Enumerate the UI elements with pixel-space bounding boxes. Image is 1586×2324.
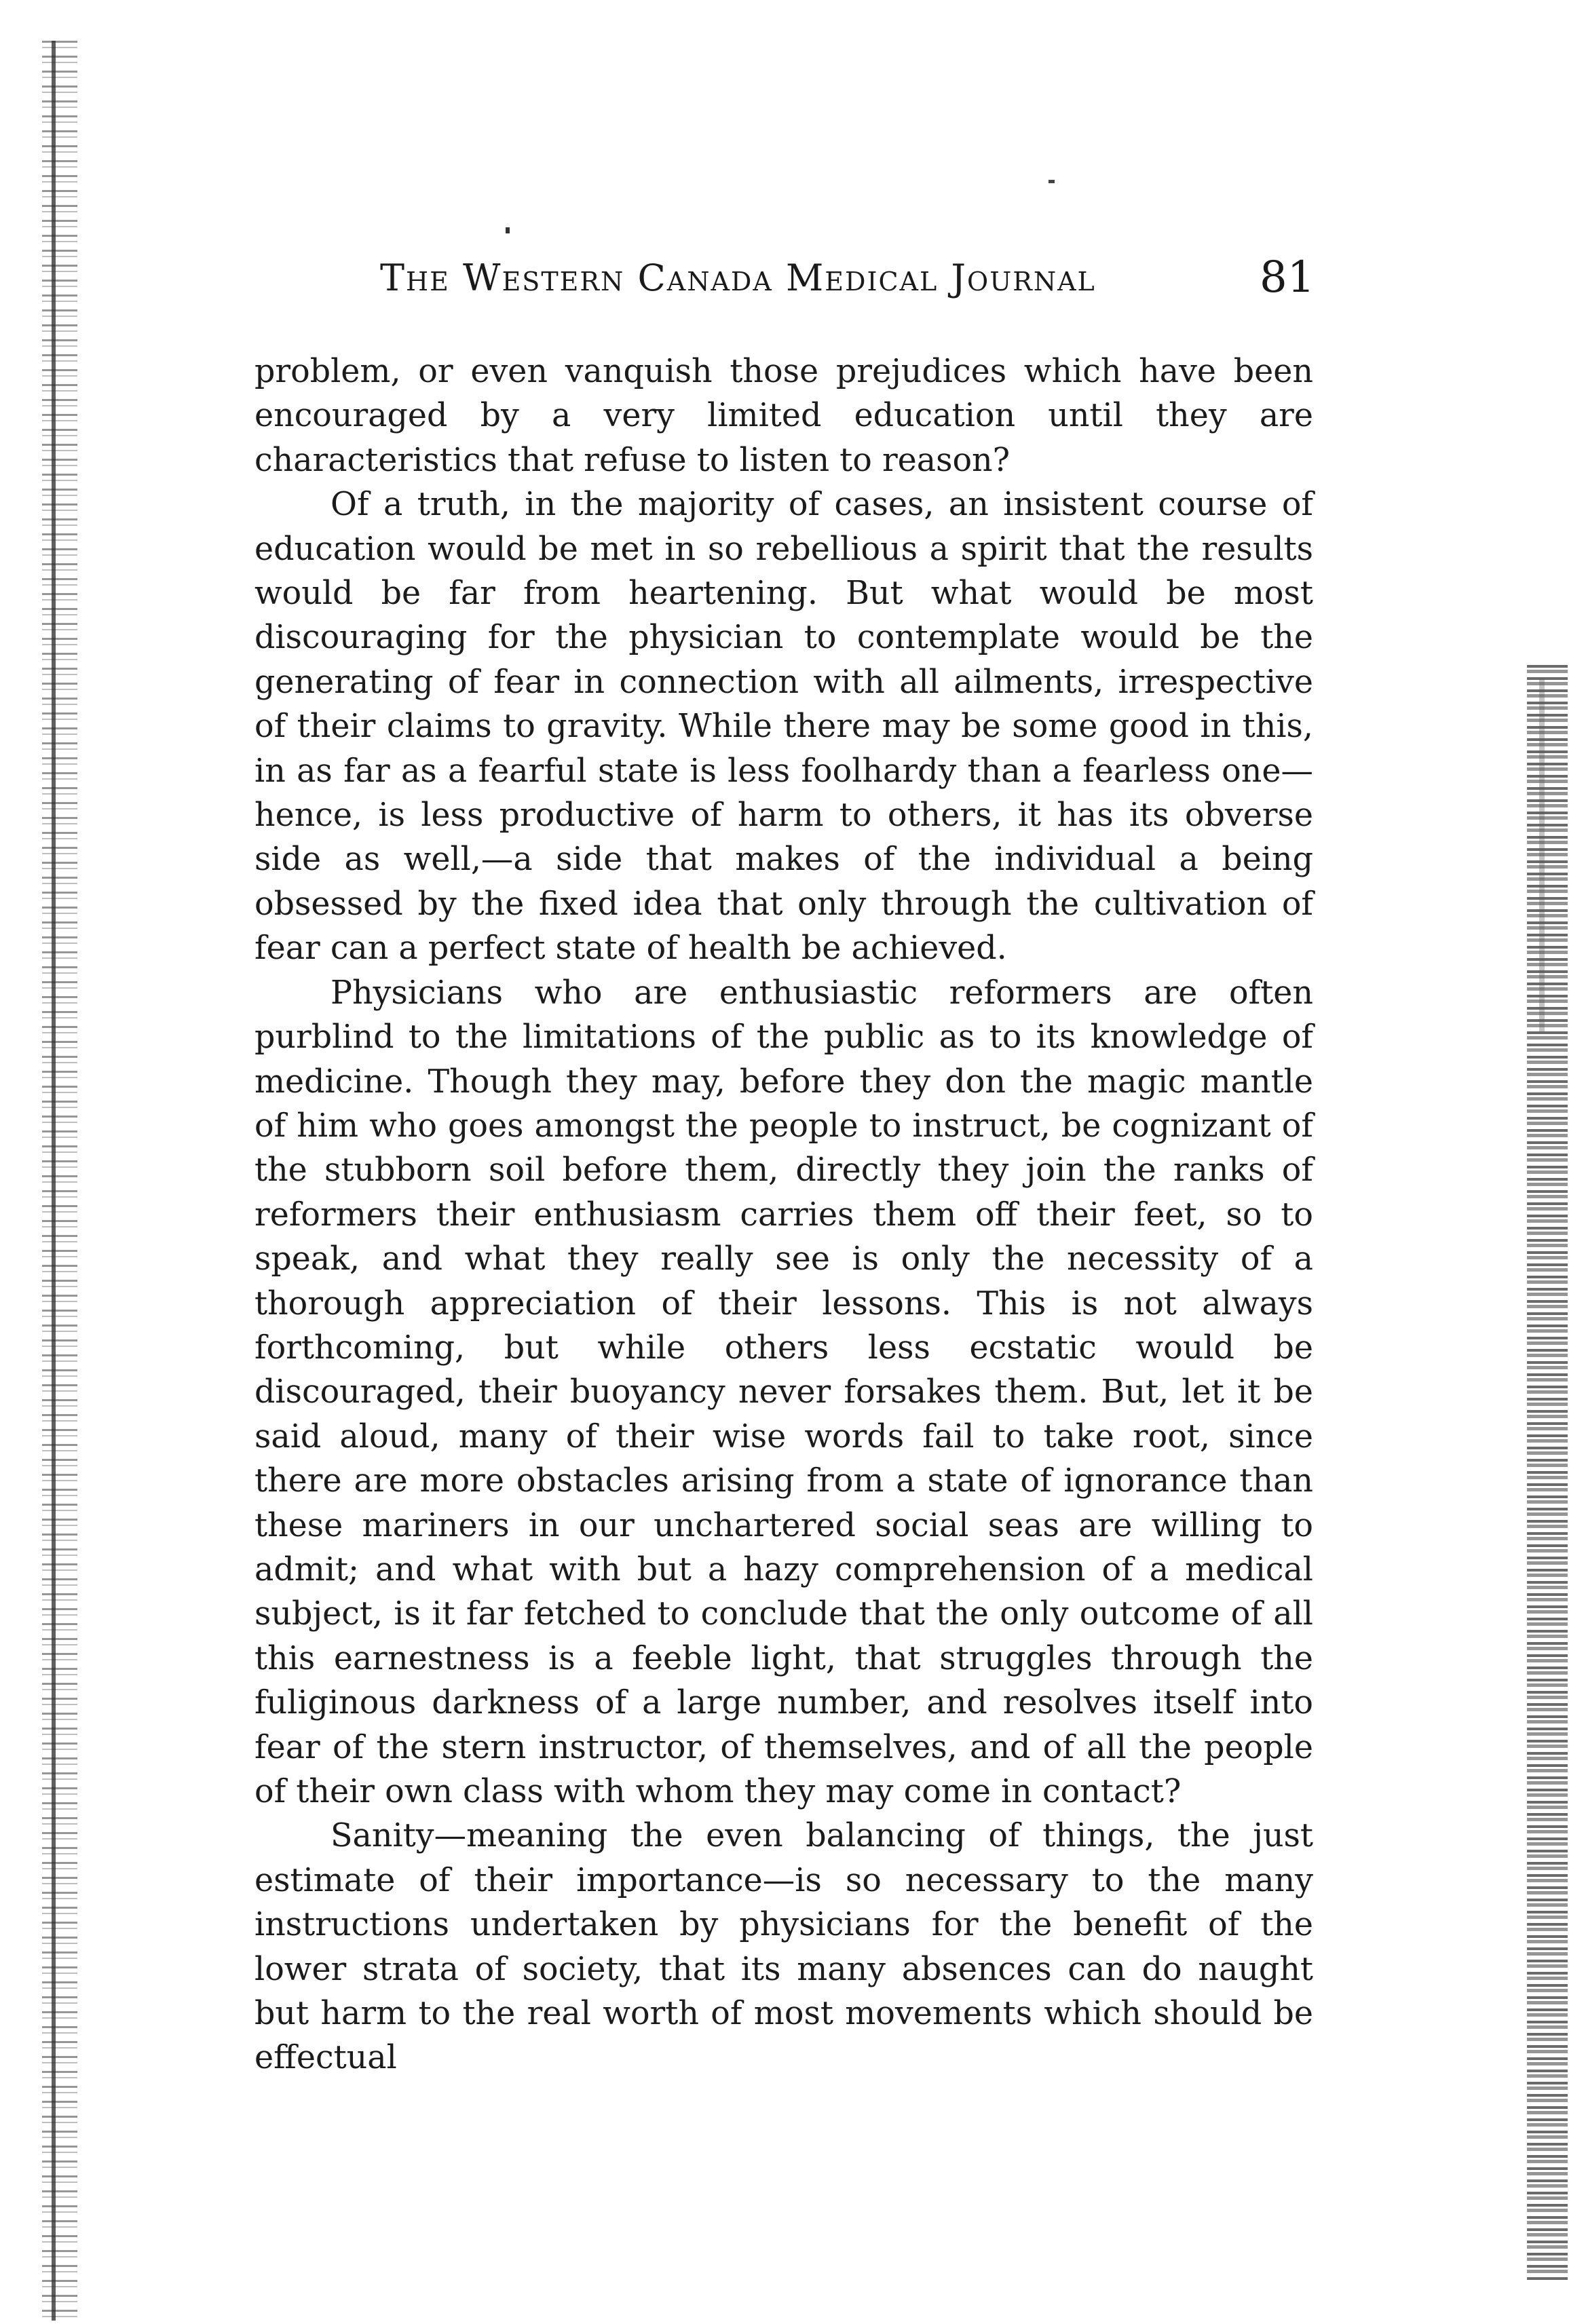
left-binding-edge: [42, 41, 77, 2321]
right-edge-shadow: [1539, 679, 1545, 1031]
running-header-title: The Western Canada Medical Journal: [380, 256, 1096, 299]
stray-ink-mark: [1049, 180, 1055, 183]
stray-ink-mark: [506, 227, 510, 233]
paragraph: Physicians who are enthusiastic reformers are often purblind to the limitations of the public as to its knowledge of medicine. Though they may, before they don the magic mantle of him who goes amongst the people to instruct, be cognizant of the stubborn soil before them, directly they join the ranks of reformers their enthusiasm carries them off their feet, so to speak, and what they really see is only the necessity of a thorough appreciation of their lessons. This is not always forthcoming, but while others less ecstatic would be discouraged, their buoyancy never forsakes them. But, let it be said aloud, many of their wise words fail to take root, since there are more obstacles arising from a state of ignorance than these mariners in our unchartered social seas are willing to admit; and what with but a hazy comprehension of a medical subject, is it far fetched to conclude that the only outcome of all this earnestness is a feeble light, that struggles through the fuliginous darkness of a large number, and resolves itself into fear of the stern instructor, of themselves, and of all the people of their own class with whom they may come in contact?: [254, 974, 1313, 1810]
page-number: 81: [1260, 252, 1315, 303]
paragraph: Of a truth, in the majority of cases, an insistent course of education would be met in so rebellious a spirit that the results would be far from heartening. But what would be most discouraging for the physician to contemplate would be the generating of fear in connection with all ailments, irrespective of their claims to gravity. While there may be some good in this, in as far as a fearful state is less foolhardy than a fearless one—hence, is less productive of harm to others, it has its obverse side as well,—a side that makes of the individual a being obsessed by the fixed idea that only through the cultivation of fear can a perfect state of health be achieved.: [254, 486, 1313, 968]
left-binding-line: [52, 41, 56, 2321]
body-text: [254, 349, 1313, 2080]
paragraph: Sanity—meaning the even balancing of things, the just estimate of their importance—is so necessary to the many instructions undertaken by physicians for the benefit of the lower strata of society, that its many absences can do naught but harm to the real worth of most movements which should be effectual: [254, 1817, 1313, 2077]
paragraph-continuation: problem, or even vanquish those prejudices which have been encouraged by a very limited education until they are characteristics that refuse to listen to reason?: [254, 353, 1313, 479]
right-page-edge: [1527, 665, 1568, 2280]
